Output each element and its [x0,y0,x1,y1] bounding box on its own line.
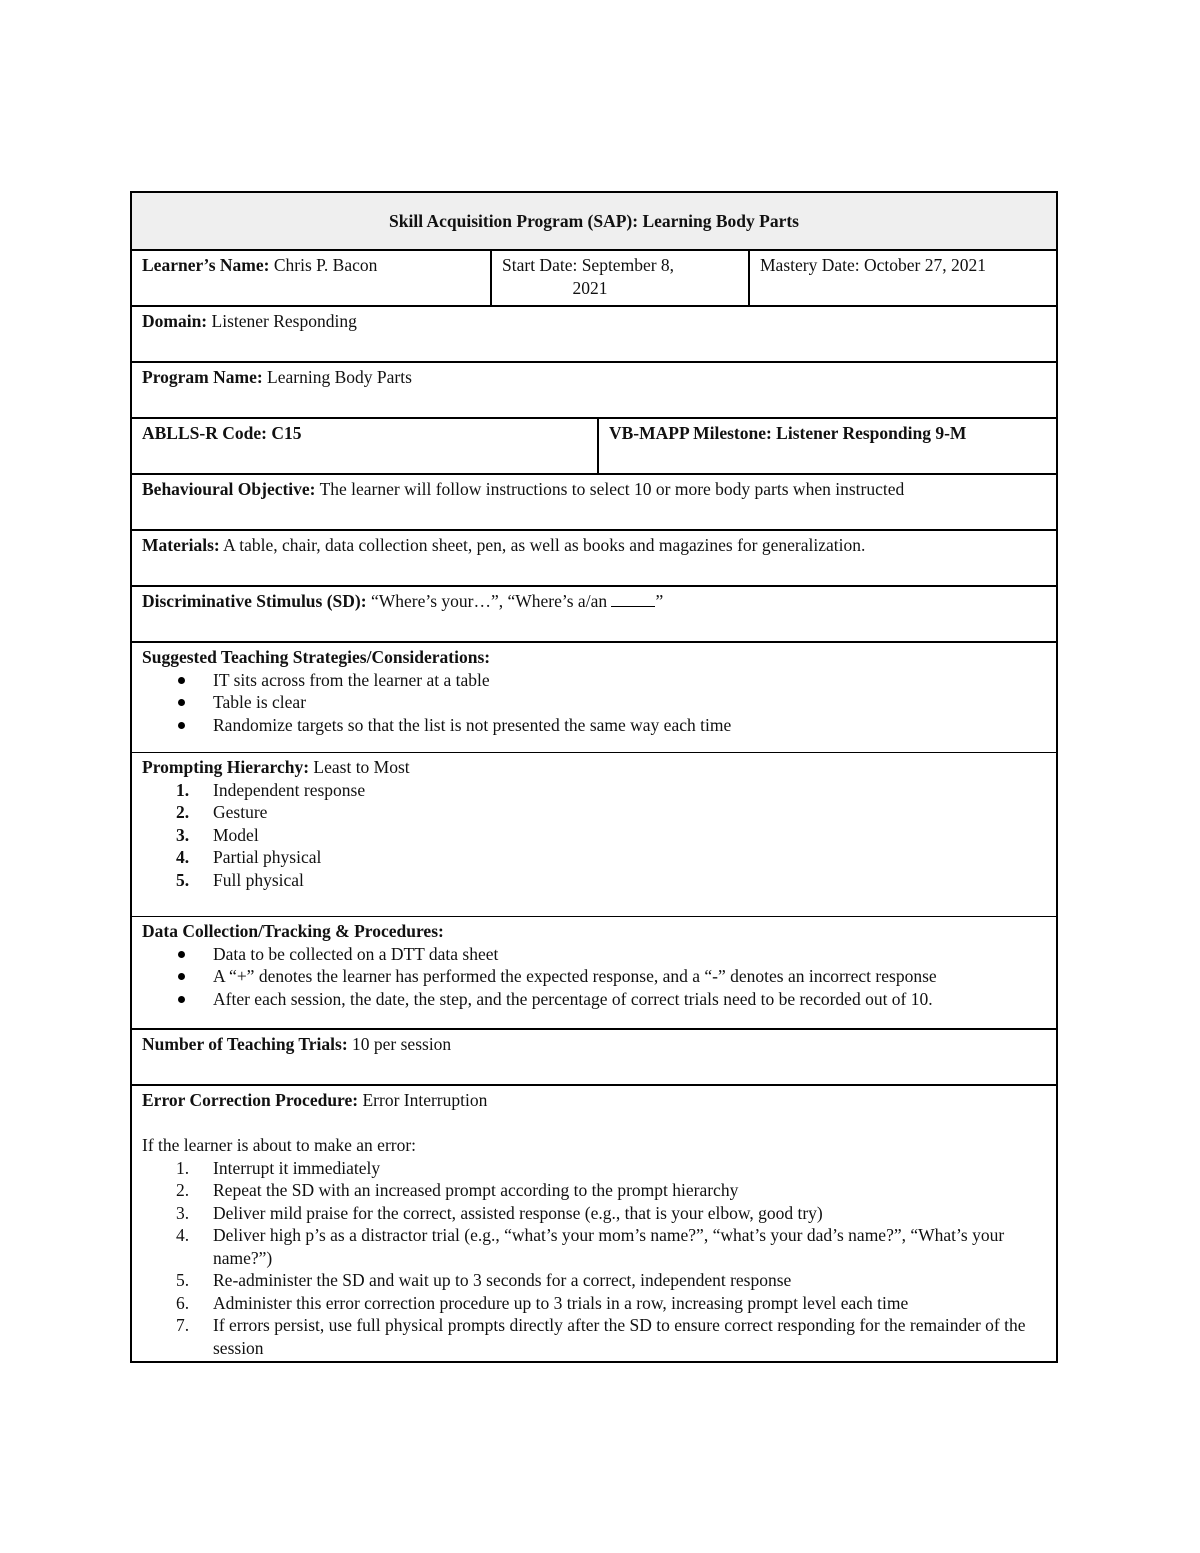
domain-value: Listener Responding [207,311,357,331]
learner-name-value: Chris P. Bacon [269,255,378,275]
trials-row [132,1028,1056,1084]
data-collection-cell [132,917,1056,1028]
mastery-date: Mastery Date: October 27, 2021 [760,255,986,275]
strategy-text: IT sits across from the learner at a table [213,669,490,690]
list-item [142,943,1046,966]
sd-cell [132,587,1056,641]
start-date-line1: Start Date: September 8, [502,255,675,275]
sd-row [132,585,1056,641]
step-text: Interrupt it immediately [213,1157,381,1178]
prompt-text: Gesture [213,802,268,822]
domain-label: Domain: [142,311,208,331]
strategy-text: Randomize targets so that the list is not presented the same way each time [213,714,732,735]
error-correction-row [132,1084,1056,1361]
step-text: Deliver high p’s as a distractor trial (e.g., “what’s your mom’s name?”, “what’s your dad’s name?”, “What’s your name?”) [213,1225,1005,1268]
data-collection-text: Data to be collected on a DTT data sheet [213,943,499,964]
sd-label: Discriminative Stimulus (SD): [142,591,367,611]
objective-row [132,473,1056,529]
bullet-icon [178,951,185,958]
strategies-row [132,641,1056,752]
list-item [142,824,1046,847]
data-collection-row [132,916,1056,1028]
prompting-row [132,752,1056,916]
spacer [142,1112,1046,1135]
prompt-text: Full physical [213,869,304,890]
list-item [142,869,1046,892]
materials-value: A table, chair, data collection sheet, pen, as well as books and magazines for generalization. [219,535,866,555]
bullet-icon [178,677,185,684]
vbmapp-milestone: VB-MAPP Milestone: Listener Responding 9-M [609,423,967,443]
data-collection-text: A “+” denotes the learner has performed the expected response, and a “-” denotes an incorrect response [213,966,937,986]
error-correction-heading [142,1089,1046,1112]
trials-label: Number of Teaching Trials: [142,1034,348,1054]
list-item [142,1179,1046,1202]
strategies-label: Suggested Teaching Strategies/Considerations: [142,647,491,667]
learner-row [132,249,1056,305]
item-number: 1. [176,779,190,800]
sd-value-b: ” [655,591,664,611]
domain-cell [132,307,1056,361]
error-correction-intro: If the learner is about to make an error: [142,1135,417,1155]
item-number: 5. [176,869,190,890]
item-number: 3. [176,1202,190,1223]
item-number: 2. [176,1180,190,1200]
mastery-date-cell [748,251,1056,305]
list-item [142,691,1046,714]
strategies-list [142,669,1046,737]
list-item [142,1157,1046,1180]
list-item [142,1314,1046,1359]
program-name-cell [132,363,1056,417]
bullet-icon [178,973,185,980]
prompt-text: Independent response [213,779,366,800]
strategy-text: Table is clear [213,692,307,712]
item-number: 1. [176,1157,190,1178]
error-correction-value: Error Interruption [358,1090,488,1110]
item-number: 7. [176,1315,190,1335]
step-text: If errors persist, use full physical prompts directly after the SD to ensure correct responding for the remainder of the session [213,1315,1026,1358]
error-correction-label: Error Correction Procedure: [142,1090,359,1110]
item-number: 4. [176,1225,190,1245]
title-row [132,193,1056,249]
bullet-icon [178,996,185,1003]
item-number: 6. [176,1292,190,1313]
program-name-row [132,361,1056,417]
prompt-text: Model [213,824,259,845]
item-number: 5. [176,1270,190,1290]
list-item [142,965,1046,988]
prompting-cell [132,753,1056,916]
prompt-text: Partial physical [213,847,322,867]
list-item [142,846,1046,869]
objective-value: The learner will follow instructions to select 10 or more body parts when instructed [315,479,905,499]
list-item [142,1224,1046,1269]
prompting-value: Least to Most [309,757,410,777]
step-text: Administer this error correction procedure up to 3 trials in a row, increasing prompt level each time [213,1292,909,1313]
bullet-icon [178,722,185,729]
step-text: Repeat the SD with an increased prompt according to the prompt hierarchy [213,1180,739,1200]
ablls-code: ABLLS-R Code: C15 [142,423,302,443]
vbmapp-cell [597,419,1056,473]
objective-cell [132,475,1056,529]
list-item [142,1269,1046,1292]
strategies-cell [132,643,1056,752]
bullet-icon [178,699,185,706]
data-collection-text: After each session, the date, the step, and the percentage of correct trials need to be recorded out of 10. [213,988,933,1009]
list-item [142,669,1046,692]
ablls-cell [132,419,597,473]
materials-row [132,529,1056,585]
start-date-line2: 2021 [572,277,608,298]
item-number: 3. [176,824,190,845]
learner-name-label: Learner’s Name: [142,255,270,275]
sd-value-a: “Where’s your…”, “Where’s a/an [366,591,612,611]
objective-label: Behavioural Objective: [142,479,316,499]
materials-cell [132,531,1056,585]
list-item [142,779,1046,802]
prompting-label: Prompting Hierarchy: [142,757,310,777]
sap-table [130,191,1058,1363]
data-collection-list [142,943,1046,1011]
list-item [142,714,1046,737]
prompting-list [142,779,1046,892]
error-correction-list [142,1157,1046,1360]
start-date-cell [490,251,748,305]
prompting-heading [142,756,1046,779]
step-text: Re-administer the SD and wait up to 3 seconds for a correct, independent response [213,1270,792,1290]
error-correction-cell [132,1086,1056,1361]
item-number: 2. [176,802,190,822]
program-name-label: Program Name: [142,367,263,387]
program-name-value: Learning Body Parts [262,367,412,387]
document-title: Skill Acquisition Program (SAP): Learning Body Parts [389,211,799,231]
trials-cell [132,1030,1056,1084]
learner-name-cell [132,251,490,305]
data-collection-label: Data Collection/Tracking & Procedures: [142,921,444,941]
item-number: 4. [176,847,190,867]
sd-blank [611,592,655,607]
list-item [142,988,1046,1011]
materials-label: Materials: [142,535,220,555]
list-item [142,1292,1046,1315]
trials-value: 10 per session [347,1034,452,1054]
step-text: Deliver mild praise for the correct, assisted response (e.g., that is your elbow, good try) [213,1202,823,1223]
list-item [142,1202,1046,1225]
list-item [142,801,1046,824]
domain-row [132,305,1056,361]
codes-row [132,417,1056,473]
